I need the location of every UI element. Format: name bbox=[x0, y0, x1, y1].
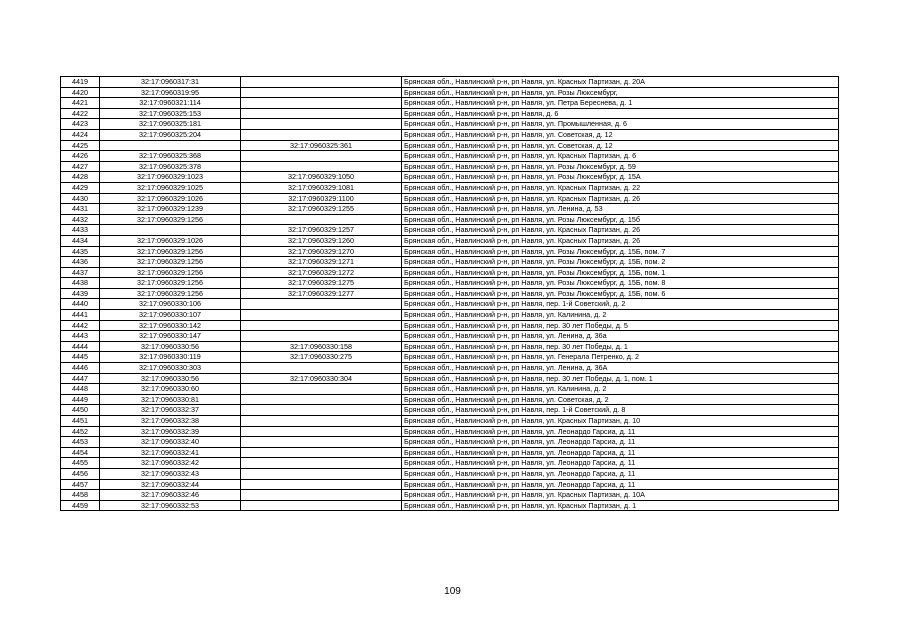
row-number-cell: 4438 bbox=[61, 278, 100, 289]
related-cadastral-number-cell bbox=[241, 214, 402, 225]
table-row bbox=[61, 87, 839, 98]
address-cell: Брянская обл., Навлинский р-н, рп Навля, ул. Леонардо Гарсиа, д. 11 bbox=[402, 468, 839, 479]
table-row bbox=[61, 119, 839, 130]
address-cell: Брянская обл., Навлинский р-н, рп Навля, ул. Леонардо Гарсиа, д. 11 bbox=[402, 458, 839, 469]
address-cell: Брянская обл., Навлинский р-н, рп Навля, ул. Калинина, д. 2 bbox=[402, 384, 839, 395]
cadastral-number-cell: 32:17:0960319:95 bbox=[100, 87, 241, 98]
related-cadastral-number-cell bbox=[241, 384, 402, 395]
row-number-cell: 4422 bbox=[61, 108, 100, 119]
table-row bbox=[61, 373, 839, 384]
cadastral-number-cell: 32:17:0960329:1025 bbox=[100, 182, 241, 193]
address-cell: Брянская обл., Навлинский р-н, рп Навля, ул. Красных Партизан, д. 10А bbox=[402, 490, 839, 501]
table-row bbox=[61, 108, 839, 119]
row-number-cell: 4435 bbox=[61, 246, 100, 257]
related-cadastral-number-cell: 32:17:0960329:1255 bbox=[241, 204, 402, 215]
related-cadastral-number-cell: 32:17:0960329:1277 bbox=[241, 288, 402, 299]
related-cadastral-number-cell bbox=[241, 394, 402, 405]
row-number-cell: 4441 bbox=[61, 310, 100, 321]
related-cadastral-number-cell: 32:17:0960329:1275 bbox=[241, 278, 402, 289]
row-number-cell: 4453 bbox=[61, 437, 100, 448]
row-number-cell: 4425 bbox=[61, 140, 100, 151]
row-number-cell: 4423 bbox=[61, 119, 100, 130]
row-number-cell: 4446 bbox=[61, 363, 100, 374]
row-number-cell: 4433 bbox=[61, 225, 100, 236]
table-row bbox=[61, 288, 839, 299]
cadastral-number-cell: 32:17:0960330:106 bbox=[100, 299, 241, 310]
cadastral-number-cell: 32:17:0960325:181 bbox=[100, 119, 241, 130]
related-cadastral-number-cell: 32:17:0960330:275 bbox=[241, 352, 402, 363]
related-cadastral-number-cell bbox=[241, 310, 402, 321]
address-cell: Брянская обл., Навлинский р-н, рп Навля, пер. 1-й Советский, д. 2 bbox=[402, 299, 839, 310]
cadastral-number-cell: 32:17:0960329:1256 bbox=[100, 278, 241, 289]
cadastral-number-cell: 32:17:0960321:114 bbox=[100, 98, 241, 109]
cadastral-number-cell bbox=[100, 140, 241, 151]
cadastral-number-cell: 32:17:0960330:107 bbox=[100, 310, 241, 321]
related-cadastral-number-cell: 32:17:0960329:1257 bbox=[241, 225, 402, 236]
table-row bbox=[61, 257, 839, 268]
related-cadastral-number-cell bbox=[241, 87, 402, 98]
row-number-cell: 4442 bbox=[61, 320, 100, 331]
table-row bbox=[61, 129, 839, 140]
related-cadastral-number-cell bbox=[241, 331, 402, 342]
address-cell: Брянская обл., Навлинский р-н, рп Навля, ул. Красных Партизан, д. 26 bbox=[402, 193, 839, 204]
table-row bbox=[61, 267, 839, 278]
row-number-cell: 4443 bbox=[61, 331, 100, 342]
table-row bbox=[61, 490, 839, 501]
row-number-cell: 4451 bbox=[61, 416, 100, 427]
row-number-cell: 4428 bbox=[61, 172, 100, 183]
row-number-cell: 4447 bbox=[61, 373, 100, 384]
address-cell: Брянская обл., Навлинский р-н, рп Навля, ул. Красных Партизан, д. 26 bbox=[402, 225, 839, 236]
row-number-cell: 4429 bbox=[61, 182, 100, 193]
related-cadastral-number-cell bbox=[241, 320, 402, 331]
address-cell: Брянская обл., Навлинский р-н, рп Навля, ул. Розы Люксембург, д. 15Б, пом. 2 bbox=[402, 257, 839, 268]
related-cadastral-number-cell bbox=[241, 405, 402, 416]
cadastral-number-cell: 32:17:0960317:31 bbox=[100, 77, 241, 88]
related-cadastral-number-cell bbox=[241, 416, 402, 427]
cadastral-number-cell: 32:17:0960332:40 bbox=[100, 437, 241, 448]
cadastral-number-cell: 32:17:0960329:1256 bbox=[100, 257, 241, 268]
address-cell: Брянская обл., Навлинский р-н, рп Навля, ул. Розы Люксембург, д. 15Б, пом. 6 bbox=[402, 288, 839, 299]
cadastral-number-cell: 32:17:0960325:204 bbox=[100, 129, 241, 140]
table-row bbox=[61, 193, 839, 204]
cadastral-number-cell: 32:17:0960330:303 bbox=[100, 363, 241, 374]
related-cadastral-number-cell: 32:17:0960329:1272 bbox=[241, 267, 402, 278]
table-row bbox=[61, 246, 839, 257]
address-cell: Брянская обл., Навлинский р-н, рп Навля, ул. Розы Люксембург, д. 15б bbox=[402, 214, 839, 225]
related-cadastral-number-cell bbox=[241, 77, 402, 88]
address-cell: Брянская обл., Навлинский р-н, рп Навля, ул. Леонардо Гарсиа, д. 11 bbox=[402, 437, 839, 448]
cadastral-number-cell: 32:17:0960329:1256 bbox=[100, 246, 241, 257]
table-row bbox=[61, 299, 839, 310]
address-cell: Брянская обл., Навлинский р-н, рп Навля, ул. Промышленная, д. 6 bbox=[402, 119, 839, 130]
related-cadastral-number-cell: 32:17:0960329:1270 bbox=[241, 246, 402, 257]
cadastral-number-cell: 32:17:0960332:42 bbox=[100, 458, 241, 469]
address-cell: Брянская обл., Навлинский р-н, рп Навля, ул. Леонардо Гарсиа, д. 11 bbox=[402, 479, 839, 490]
cadastral-number-cell: 32:17:0960329:1023 bbox=[100, 172, 241, 183]
row-number-cell: 4449 bbox=[61, 394, 100, 405]
related-cadastral-number-cell bbox=[241, 98, 402, 109]
table-row bbox=[61, 447, 839, 458]
address-cell: Брянская обл., Навлинский р-н, рп Навля, ул. Розы Люксембург, д. 59 bbox=[402, 161, 839, 172]
address-cell: Брянская обл., Навлинский р-н, рп Навля, ул. Розы Люксембург, д. 15Б, пом. 7 bbox=[402, 246, 839, 257]
related-cadastral-number-cell bbox=[241, 299, 402, 310]
related-cadastral-number-cell: 32:17:0960329:1050 bbox=[241, 172, 402, 183]
row-number-cell: 4458 bbox=[61, 490, 100, 501]
address-cell: Брянская обл., Навлинский р-н, рп Навля, ул. Советская, д. 12 bbox=[402, 129, 839, 140]
address-cell: Брянская обл., Навлинский р-н, рп Навля, ул. Красных Партизан, д. 26 bbox=[402, 235, 839, 246]
related-cadastral-number-cell bbox=[241, 363, 402, 374]
table-row bbox=[61, 500, 839, 511]
address-cell: Брянская обл., Навлинский р-н, рп Навля, д. 6 bbox=[402, 108, 839, 119]
row-number-cell: 4457 bbox=[61, 479, 100, 490]
address-cell: Брянская обл., Навлинский р-н, рп Навля, ул. Розы Люксембург, д. 15Б, пом. 1 bbox=[402, 267, 839, 278]
row-number-cell: 4424 bbox=[61, 129, 100, 140]
address-cell: Брянская обл., Навлинский р-н, рп Навля, ул. Советская, д. 12 bbox=[402, 140, 839, 151]
address-cell: Брянская обл., Навлинский р-н, рп Навля, ул. Генерала Петренко, д. 2 bbox=[402, 352, 839, 363]
table-row bbox=[61, 341, 839, 352]
table-row bbox=[61, 479, 839, 490]
cadastral-number-cell: 32:17:0960332:46 bbox=[100, 490, 241, 501]
address-cell: Брянская обл., Навлинский р-н, рп Навля, ул. Петра Береснева, д. 1 bbox=[402, 98, 839, 109]
row-number-cell: 4426 bbox=[61, 151, 100, 162]
related-cadastral-number-cell bbox=[241, 108, 402, 119]
table-row bbox=[61, 331, 839, 342]
row-number-cell: 4439 bbox=[61, 288, 100, 299]
register-table-body bbox=[61, 77, 839, 511]
cadastral-number-cell: 32:17:0960332:41 bbox=[100, 447, 241, 458]
address-cell: Брянская обл., Навлинский р-н, рп Навля, ул. Розы Люксембург, bbox=[402, 87, 839, 98]
row-number-cell: 4450 bbox=[61, 405, 100, 416]
cadastral-number-cell: 32:17:0960329:1256 bbox=[100, 267, 241, 278]
related-cadastral-number-cell: 32:17:0960325:361 bbox=[241, 140, 402, 151]
related-cadastral-number-cell: 32:17:0960329:1260 bbox=[241, 235, 402, 246]
row-number-cell: 4454 bbox=[61, 447, 100, 458]
table-row bbox=[61, 310, 839, 321]
related-cadastral-number-cell bbox=[241, 437, 402, 448]
cadastral-number-cell: 32:17:0960329:1026 bbox=[100, 193, 241, 204]
address-cell: Брянская обл., Навлинский р-н, рп Навля, ул. Калинина, д. 2 bbox=[402, 310, 839, 321]
table-row bbox=[61, 214, 839, 225]
row-number-cell: 4456 bbox=[61, 468, 100, 479]
address-cell: Брянская обл., Навлинский р-н, рп Навля, пер. 30 лет Победы, д. 5 bbox=[402, 320, 839, 331]
table-row bbox=[61, 458, 839, 469]
related-cadastral-number-cell bbox=[241, 447, 402, 458]
table-row bbox=[61, 98, 839, 109]
related-cadastral-number-cell bbox=[241, 468, 402, 479]
table-row bbox=[61, 426, 839, 437]
row-number-cell: 4430 bbox=[61, 193, 100, 204]
related-cadastral-number-cell bbox=[241, 479, 402, 490]
cadastral-number-cell: 32:17:0960330:56 bbox=[100, 341, 241, 352]
cadastral-number-cell: 32:17:0960332:37 bbox=[100, 405, 241, 416]
address-cell: Брянская обл., Навлинский р-н, рп Навля, ул. Леонардо Гарсиа, д. 11 bbox=[402, 426, 839, 437]
address-cell: Брянская обл., Навлинский р-н, рп Навля, ул. Красных Партизан, д. 22 bbox=[402, 182, 839, 193]
table-row bbox=[61, 437, 839, 448]
row-number-cell: 4434 bbox=[61, 235, 100, 246]
table-row bbox=[61, 405, 839, 416]
cadastral-number-cell: 32:17:0960332:43 bbox=[100, 468, 241, 479]
cadastral-number-cell: 32:17:0960325:378 bbox=[100, 161, 241, 172]
related-cadastral-number-cell: 32:17:0960330:158 bbox=[241, 341, 402, 352]
cadastral-number-cell: 32:17:0960332:39 bbox=[100, 426, 241, 437]
address-cell: Брянская обл., Навлинский р-н, рп Навля, пер. 30 лет Победы, д. 1, пом. 1 bbox=[402, 373, 839, 384]
related-cadastral-number-cell bbox=[241, 426, 402, 437]
related-cadastral-number-cell: 32:17:0960329:1100 bbox=[241, 193, 402, 204]
row-number-cell: 4436 bbox=[61, 257, 100, 268]
address-cell: Брянская обл., Навлинский р-н, рп Навля, ул. Красных Партизан, д. 20А bbox=[402, 77, 839, 88]
row-number-cell: 4431 bbox=[61, 204, 100, 215]
address-cell: Брянская обл., Навлинский р-н, рп Навля, ул. Красных Партизан, д. 10 bbox=[402, 416, 839, 427]
row-number-cell: 4452 bbox=[61, 426, 100, 437]
row-number-cell: 4432 bbox=[61, 214, 100, 225]
related-cadastral-number-cell: 32:17:0960330:304 bbox=[241, 373, 402, 384]
address-cell: Брянская обл., Навлинский р-н, рп Навля, ул. Ленина, д. 36А bbox=[402, 363, 839, 374]
related-cadastral-number-cell bbox=[241, 129, 402, 140]
address-cell: Брянская обл., Навлинский р-н, рп Навля, пер. 30 лет Победы, д. 1 bbox=[402, 341, 839, 352]
table-row bbox=[61, 363, 839, 374]
related-cadastral-number-cell: 32:17:0960329:1081 bbox=[241, 182, 402, 193]
related-cadastral-number-cell bbox=[241, 161, 402, 172]
address-cell: Брянская обл., Навлинский р-н, рп Навля, ул. Розы Люксембург, д. 15Б, пом. 8 bbox=[402, 278, 839, 289]
table-row bbox=[61, 320, 839, 331]
address-cell: Брянская обл., Навлинский р-н, рп Навля, ул. Розы Люксембург, д. 15А bbox=[402, 172, 839, 183]
cadastral-number-cell: 32:17:0960330:147 bbox=[100, 331, 241, 342]
row-number-cell: 4421 bbox=[61, 98, 100, 109]
table-row bbox=[61, 161, 839, 172]
address-cell: Брянская обл., Навлинский р-н, рп Навля, ул. Советская, д. 2 bbox=[402, 394, 839, 405]
address-cell: Брянская обл., Навлинский р-н, рп Навля, ул. Ленина, д. 36а bbox=[402, 331, 839, 342]
row-number-cell: 4445 bbox=[61, 352, 100, 363]
table-row bbox=[61, 416, 839, 427]
row-number-cell: 4420 bbox=[61, 87, 100, 98]
cadastral-number-cell: 32:17:0960325:368 bbox=[100, 151, 241, 162]
cadastral-number-cell: 32:17:0960332:38 bbox=[100, 416, 241, 427]
row-number-cell: 4440 bbox=[61, 299, 100, 310]
cadastral-number-cell: 32:17:0960332:44 bbox=[100, 479, 241, 490]
table-row bbox=[61, 182, 839, 193]
cadastral-number-cell: 32:17:0960329:1026 bbox=[100, 235, 241, 246]
row-number-cell: 4448 bbox=[61, 384, 100, 395]
page-number: 109 bbox=[444, 586, 461, 597]
table-row bbox=[61, 468, 839, 479]
row-number-cell: 4444 bbox=[61, 341, 100, 352]
cadastral-number-cell: 32:17:0960325:153 bbox=[100, 108, 241, 119]
table-row bbox=[61, 384, 839, 395]
address-cell: Брянская обл., Навлинский р-н, рп Навля, пер. 1-й Советский, д. 8 bbox=[402, 405, 839, 416]
table-row bbox=[61, 394, 839, 405]
table-row bbox=[61, 77, 839, 88]
address-cell: Брянская обл., Навлинский р-н, рп Навля, ул. Красных Партизан, д. 6 bbox=[402, 151, 839, 162]
row-number-cell: 4427 bbox=[61, 161, 100, 172]
row-number-cell: 4459 bbox=[61, 500, 100, 511]
cadastral-number-cell: 32:17:0960330:60 bbox=[100, 384, 241, 395]
cadastral-number-cell: 32:17:0960329:1256 bbox=[100, 288, 241, 299]
cadastral-number-cell: 32:17:0960330:142 bbox=[100, 320, 241, 331]
table-row bbox=[61, 352, 839, 363]
cadastral-number-cell: 32:17:0960330:119 bbox=[100, 352, 241, 363]
row-number-cell: 4437 bbox=[61, 267, 100, 278]
related-cadastral-number-cell: 32:17:0960329:1271 bbox=[241, 257, 402, 268]
table-row bbox=[61, 172, 839, 183]
related-cadastral-number-cell bbox=[241, 490, 402, 501]
row-number-cell: 4419 bbox=[61, 77, 100, 88]
table-row bbox=[61, 225, 839, 236]
cadastral-number-cell: 32:17:0960329:1239 bbox=[100, 204, 241, 215]
cadastral-number-cell: 32:17:0960330:81 bbox=[100, 394, 241, 405]
table-row bbox=[61, 204, 839, 215]
cadastral-number-cell bbox=[100, 225, 241, 236]
address-cell: Брянская обл., Навлинский р-н, рп Навля, ул. Леонардо Гарсиа, д. 11 bbox=[402, 447, 839, 458]
related-cadastral-number-cell bbox=[241, 151, 402, 162]
table-row bbox=[61, 151, 839, 162]
table-row bbox=[61, 140, 839, 151]
table-row bbox=[61, 278, 839, 289]
cadastral-number-cell: 32:17:0960332:53 bbox=[100, 500, 241, 511]
related-cadastral-number-cell bbox=[241, 458, 402, 469]
address-cell: Брянская обл., Навлинский р-н, рп Навля, ул. Ленина, д. 53 bbox=[402, 204, 839, 215]
table-row bbox=[61, 235, 839, 246]
related-cadastral-number-cell bbox=[241, 119, 402, 130]
register-table bbox=[60, 76, 839, 511]
related-cadastral-number-cell bbox=[241, 500, 402, 511]
cadastral-number-cell: 32:17:0960330:56 bbox=[100, 373, 241, 384]
row-number-cell: 4455 bbox=[61, 458, 100, 469]
cadastral-number-cell: 32:17:0960329:1256 bbox=[100, 214, 241, 225]
address-cell: Брянская обл., Навлинский р-н, рп Навля, ул. Красных Партизан, д. 1 bbox=[402, 500, 839, 511]
